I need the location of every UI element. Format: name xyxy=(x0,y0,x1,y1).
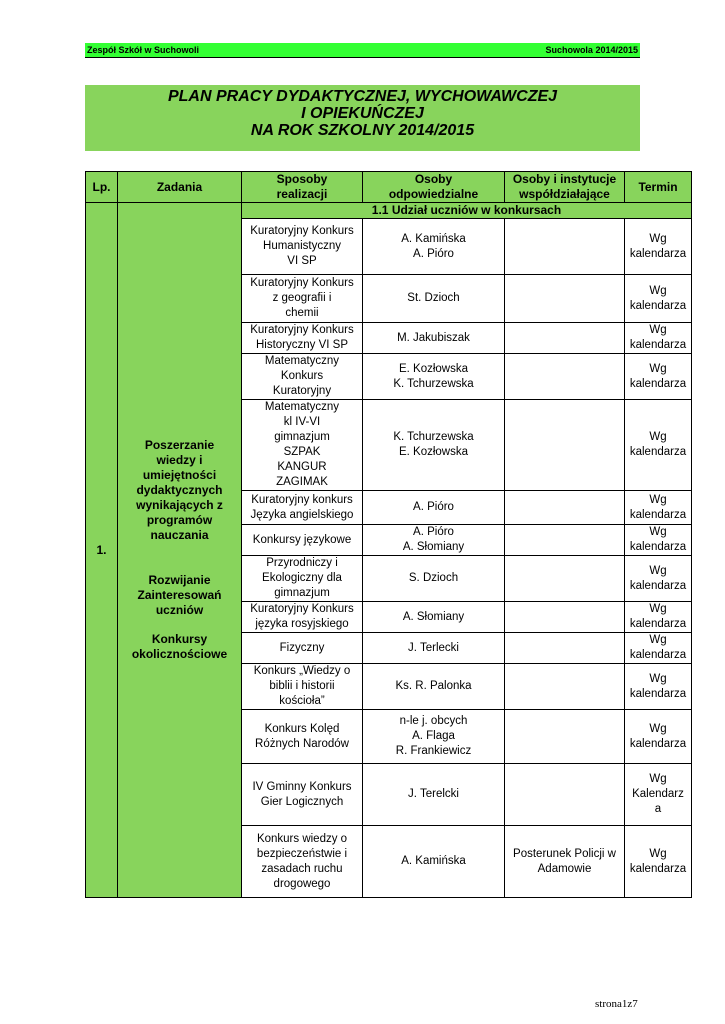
osoby-cell xyxy=(363,525,505,556)
osoby-cell xyxy=(363,826,505,898)
sposob-cell-line: Humanistyczny xyxy=(263,240,341,252)
termin-cell xyxy=(625,556,692,602)
termin-cell-line: Kalendarz xyxy=(632,788,684,800)
termin-cell-line: Wg xyxy=(649,493,667,506)
page-header xyxy=(85,43,640,58)
header-osoby xyxy=(363,172,505,203)
osoby-cell xyxy=(363,400,505,491)
sposob-cell xyxy=(242,764,363,826)
osoby-cell-line: A. Flaga xyxy=(412,730,455,742)
zadanie-line: umiejętności xyxy=(142,468,217,482)
termin-cell-line: kalendarza xyxy=(629,446,687,458)
termin-cell-line: kalendarza xyxy=(629,541,687,553)
termin-cell xyxy=(625,323,692,354)
termin-cell-line: Wg xyxy=(649,847,667,860)
termin-cell-line: Wg xyxy=(649,564,667,577)
sposob-cell-line: drogowego xyxy=(273,877,331,890)
sposob-cell xyxy=(242,323,363,354)
osoby-cell-line: E. Kozłowska xyxy=(398,446,469,458)
osoby-cell-line: R. Frankiewicz xyxy=(395,745,472,757)
termin-cell-line: Wg xyxy=(649,722,667,735)
sposob-cell-line: kościoła” xyxy=(279,695,325,707)
document-title xyxy=(85,85,640,151)
termin-cell-line: Wg xyxy=(649,634,667,646)
header-sposoby xyxy=(242,172,363,203)
sposob-cell xyxy=(242,664,363,710)
osoby-cell-line: K. Tchurzewska xyxy=(393,431,474,443)
osoby-cell xyxy=(363,219,505,275)
sposob-cell-line: kl IV-VI xyxy=(283,416,321,428)
termin-cell xyxy=(625,664,692,710)
sposob-cell-line: Historyczny VI SP xyxy=(255,339,349,351)
termin-cell-line: kalendarza xyxy=(629,687,687,700)
osoby-cell xyxy=(363,710,505,764)
sposob-cell xyxy=(242,491,363,525)
sposob-cell-line: Przyrodniczy i xyxy=(266,557,338,569)
termin-cell-line: kalendarza xyxy=(629,339,687,351)
zadanie-line: uczniów xyxy=(155,603,204,617)
osoby-cell-line: St. Dzioch xyxy=(407,292,460,304)
sposob-cell-line: ZAGIMAK xyxy=(276,476,328,488)
instytucje-cell xyxy=(505,664,625,710)
termin-cell-line: kalendarza xyxy=(629,299,687,312)
osoby-cell-line: E. Kozłowska xyxy=(398,362,469,375)
termin-cell-line: Wg xyxy=(649,526,667,538)
termin-cell-line: Wg xyxy=(649,284,667,297)
sposob-cell-line: Matematyczny xyxy=(264,355,340,367)
osoby-cell-line: S. Dzioch xyxy=(408,572,459,584)
sposob-cell xyxy=(242,556,363,602)
osoby-cell xyxy=(363,491,505,525)
termin-cell-line: kalendarza xyxy=(629,618,687,630)
sposob-cell-line: Różnych Narodów xyxy=(255,737,349,750)
header-school-name: Zespół Szkół w Suchowoli xyxy=(87,45,200,55)
termin-cell-line: a xyxy=(654,803,662,815)
sposob-cell-line: chemii xyxy=(285,307,319,319)
zadanie-line: okolicznościowe xyxy=(131,647,228,661)
termin-cell-line: Wg xyxy=(649,362,667,375)
termin-cell-line: kalendarza xyxy=(629,247,687,260)
sposob-cell-line: języka rosyjskiego xyxy=(255,618,349,630)
zadania-cell xyxy=(118,203,242,898)
header-school-year: Suchowola 2014/2015 xyxy=(545,45,638,55)
sposob-cell-line: SZPAK xyxy=(283,446,321,458)
sposob-cell-line: gimnazjum xyxy=(274,587,330,599)
osoby-cell-line: A. Kamińska xyxy=(401,232,466,245)
sposob-cell-line: Konkurs Kolęd xyxy=(264,722,340,735)
sposob-cell-line: Fizyczny xyxy=(279,641,325,654)
osoby-cell-line: J. Terlecki xyxy=(408,641,459,654)
instytucje-cell xyxy=(505,633,625,664)
sposob-cell-line: gimnazjum xyxy=(274,431,330,443)
sposob-cell-line: biblii i historii xyxy=(269,680,335,692)
sposob-cell-line: Matematyczny xyxy=(264,401,340,413)
header-sposoby-line1: Sposoby xyxy=(276,172,328,186)
osoby-cell-line: A. Pióro xyxy=(413,526,454,538)
sposob-cell xyxy=(242,400,363,491)
osoby-cell xyxy=(363,633,505,664)
header-instytucje xyxy=(505,172,625,203)
sposob-cell-line: Gier Logicznych xyxy=(260,795,344,808)
sposob-cell xyxy=(242,219,363,275)
osoby-cell-line: A. Kamińska xyxy=(401,855,466,867)
osoby-cell xyxy=(363,323,505,354)
sposob-cell-line: Konkurs wiedzy o xyxy=(256,832,348,845)
osoby-cell-line: A. Pióro xyxy=(413,247,454,260)
instytucje-cell xyxy=(505,710,625,764)
sposob-cell-line: VI SP xyxy=(287,255,317,267)
plan-table xyxy=(85,171,692,898)
sposob-cell-line: Języka angielskiego xyxy=(250,508,354,521)
instytucje-cell xyxy=(505,491,625,525)
zadanie-line: Zainteresowań xyxy=(137,588,222,602)
osoby-cell-line: Ks. R. Palonka xyxy=(395,680,472,692)
header-osoby-line2: odpowiedzialne xyxy=(388,187,479,201)
termin-cell xyxy=(625,826,692,898)
termin-cell-line: Wg xyxy=(649,603,667,615)
sposob-cell xyxy=(242,633,363,664)
zadanie-line: Rozwijanie xyxy=(148,573,211,587)
sposob-cell-line: IV Gminny Konkurs xyxy=(252,780,352,793)
sposob-cell-line: bezpieczeństwie i xyxy=(256,847,348,860)
zadanie-line: Konkursy xyxy=(151,632,208,646)
osoby-cell xyxy=(363,602,505,633)
sposob-cell-line: Ekologiczny dla xyxy=(262,572,342,584)
termin-cell-line: kalendarza xyxy=(629,377,687,390)
page-number: strona1z7 xyxy=(595,998,638,1010)
sposob-cell xyxy=(242,275,363,323)
osoby-cell-line: J. Terelcki xyxy=(408,788,459,800)
osoby-cell xyxy=(363,664,505,710)
sposob-cell-line: Kuratoryjny konkurs xyxy=(251,493,353,506)
termin-cell xyxy=(625,602,692,633)
termin-cell-line: Wg xyxy=(649,773,667,785)
header-osoby-line1: Osoby xyxy=(414,172,453,186)
header-lp: Lp. xyxy=(86,172,118,203)
sposob-cell xyxy=(242,710,363,764)
osoby-cell-line: A. Pióro xyxy=(413,501,454,513)
termin-cell xyxy=(625,275,692,323)
header-instytucje-line2: współdziałające xyxy=(519,187,610,201)
header-instytucje-line1: Osoby i instytucje xyxy=(512,172,617,186)
sposob-cell-line: Konkurs „Wiedzy o xyxy=(253,665,351,677)
instytucje-cell xyxy=(505,602,625,633)
zadanie-line: wynikających z xyxy=(136,498,223,512)
osoby-cell-line: A. Słomiany xyxy=(402,610,465,623)
instytucje-cell xyxy=(505,764,625,826)
header-sposoby-line2: realizacji xyxy=(276,187,328,201)
zadanie-line: dydaktycznych xyxy=(136,483,223,497)
sposob-cell-line: zasadach ruchu xyxy=(261,862,343,875)
sposob-cell-line: Kuratoryjny Konkurs xyxy=(250,324,354,336)
instytucje-cell xyxy=(505,275,625,323)
sposob-cell-line: Kuratoryjny Konkurs xyxy=(250,603,354,615)
osoby-cell xyxy=(363,764,505,826)
instytucje-cell xyxy=(505,556,625,602)
termin-cell xyxy=(625,400,692,491)
sposob-cell-line: z geografii i xyxy=(272,292,332,304)
instytucje-cell: Posterunek Policji w Adamowie xyxy=(505,826,625,898)
zadanie-line: nauczania xyxy=(150,528,209,542)
termin-cell xyxy=(625,764,692,826)
sposob-cell-line: Konkurs xyxy=(280,370,324,382)
instytucje-cell xyxy=(505,400,625,491)
termin-cell-line: kalendarza xyxy=(629,737,687,750)
title-line-1: PLAN PRACY DYDAKTYCZNEJ, WYCHOWAWCZEJ xyxy=(167,88,558,105)
osoby-cell-line: M. Jakubiszak xyxy=(397,331,470,344)
instytucje-cell xyxy=(505,354,625,400)
osoby-cell-line: K. Tchurzewska xyxy=(393,377,474,390)
sposob-cell-line: Kuratoryjny Konkurs xyxy=(250,225,354,237)
osoby-cell-line: A. Słomiany xyxy=(402,541,465,553)
termin-cell-line: Wg xyxy=(649,324,667,336)
osoby-cell-line: n-le j. obcych xyxy=(399,715,468,727)
section-title: 1.1 Udział uczniów w konkursach xyxy=(242,203,692,219)
header-termin: Termin xyxy=(625,172,692,203)
title-line-2: I OPIEKUŃCZEJ xyxy=(301,105,424,122)
termin-cell-line: Wg xyxy=(649,232,667,245)
sposob-cell xyxy=(242,602,363,633)
termin-cell xyxy=(625,633,692,664)
termin-cell-line: Wg xyxy=(649,672,667,685)
title-line-3: NA ROK SZKOLNY 2014/2015 xyxy=(250,122,475,139)
termin-cell xyxy=(625,219,692,275)
osoby-cell xyxy=(363,556,505,602)
termin-cell-line: kalendarza xyxy=(629,649,687,661)
termin-cell-line: kalendarza xyxy=(629,508,687,521)
termin-cell-line: kalendarza xyxy=(629,579,687,592)
instytucje-cell xyxy=(505,219,625,275)
sposob-cell xyxy=(242,354,363,400)
sposob-cell xyxy=(242,826,363,898)
termin-cell xyxy=(625,525,692,556)
termin-cell xyxy=(625,354,692,400)
termin-cell-line: kalendarza xyxy=(629,862,687,875)
termin-cell xyxy=(625,710,692,764)
lp-cell: 1. xyxy=(86,203,118,898)
instytucje-cell xyxy=(505,323,625,354)
osoby-cell xyxy=(363,354,505,400)
sposob-cell-line: KANGUR xyxy=(277,461,327,473)
zadanie-line: wiedzy i xyxy=(156,453,203,467)
sposob-cell xyxy=(242,525,363,556)
osoby-cell xyxy=(363,275,505,323)
termin-cell-line: Wg xyxy=(649,431,667,443)
termin-cell xyxy=(625,491,692,525)
instytucje-cell xyxy=(505,525,625,556)
sposob-cell-line: Kuratoryjny Konkurs xyxy=(250,277,354,289)
zadanie-line: Poszerzanie xyxy=(144,438,215,452)
zadanie-line: programów xyxy=(146,513,213,527)
sposob-cell-line: Kuratoryjny xyxy=(272,385,332,397)
header-zadania: Zadania xyxy=(118,172,242,203)
sposob-cell-line: Konkursy językowe xyxy=(252,533,352,546)
